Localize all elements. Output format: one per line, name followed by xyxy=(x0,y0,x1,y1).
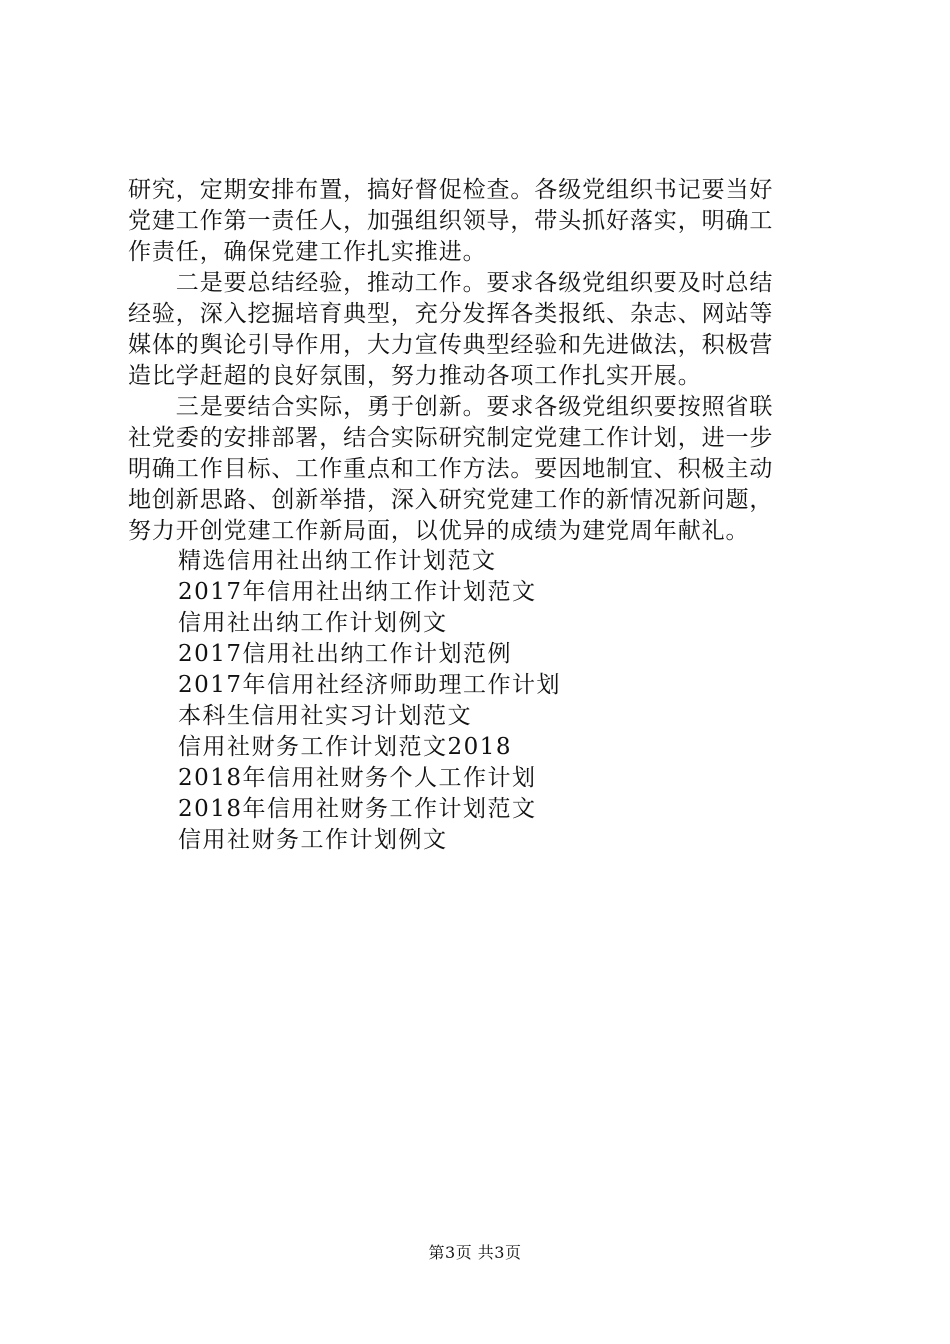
body-line: 党建工作第一责任人，加强组织领导，带头抓好落实，明确工 xyxy=(128,208,774,234)
related-link[interactable]: 2018年信用社财务个人工作计划 xyxy=(178,765,537,791)
related-links-list xyxy=(178,546,818,856)
body-line: 媒体的舆论引导作用，大力宣传典型经验和先进做法，积极营 xyxy=(128,332,774,358)
related-link[interactable]: 精选信用社出纳工作计划范文 xyxy=(178,548,497,574)
body-line: 研究，定期安排布置，搞好督促检查。各级党组织书记要当好 xyxy=(128,177,774,203)
related-link[interactable]: 2018年信用社财务工作计划范文 xyxy=(178,796,537,822)
body-line: 经验，深入挖掘培育典型，充分发挥各类报纸、杂志、网站等 xyxy=(128,301,774,327)
related-link[interactable]: 信用社财务工作计划例文 xyxy=(178,827,448,853)
body-line: 造比学赶超的良好氛围，努力推动各项工作扎实开展。 xyxy=(128,363,702,389)
body-line: 明确工作目标、工作重点和工作方法。要因地制宜、积极主动 xyxy=(128,456,774,482)
related-link[interactable]: 2017年信用社经济师助理工作计划 xyxy=(178,672,562,698)
related-link[interactable]: 信用社出纳工作计划例文 xyxy=(178,610,448,636)
body-line: 社党委的安排部署，结合实际研究制定党建工作计划，进一步 xyxy=(128,425,774,451)
body-line: 三是要结合实际，勇于创新。要求各级党组织要按照省联 xyxy=(128,394,774,420)
page-footer: 第3页 共3页 xyxy=(428,1243,522,1262)
body-line: 努力开创党建工作新局面，以优异的成绩为建党周年献礼。 xyxy=(128,518,750,544)
related-link[interactable]: 本科生信用社实习计划范文 xyxy=(178,703,472,729)
related-link[interactable]: 2017信用社出纳工作计划范例 xyxy=(178,641,513,667)
body-text xyxy=(128,175,828,547)
related-link[interactable]: 信用社财务工作计划范文2018 xyxy=(178,734,513,760)
body-line: 地创新思路、创新举措，深入研究党建工作的新情况新问题， xyxy=(128,487,774,513)
body-line: 作责任，确保党建工作扎实推进。 xyxy=(128,239,487,265)
body-line: 二是要总结经验，推动工作。要求各级党组织要及时总结 xyxy=(128,270,774,296)
related-link[interactable]: 2017年信用社出纳工作计划范文 xyxy=(178,579,537,605)
